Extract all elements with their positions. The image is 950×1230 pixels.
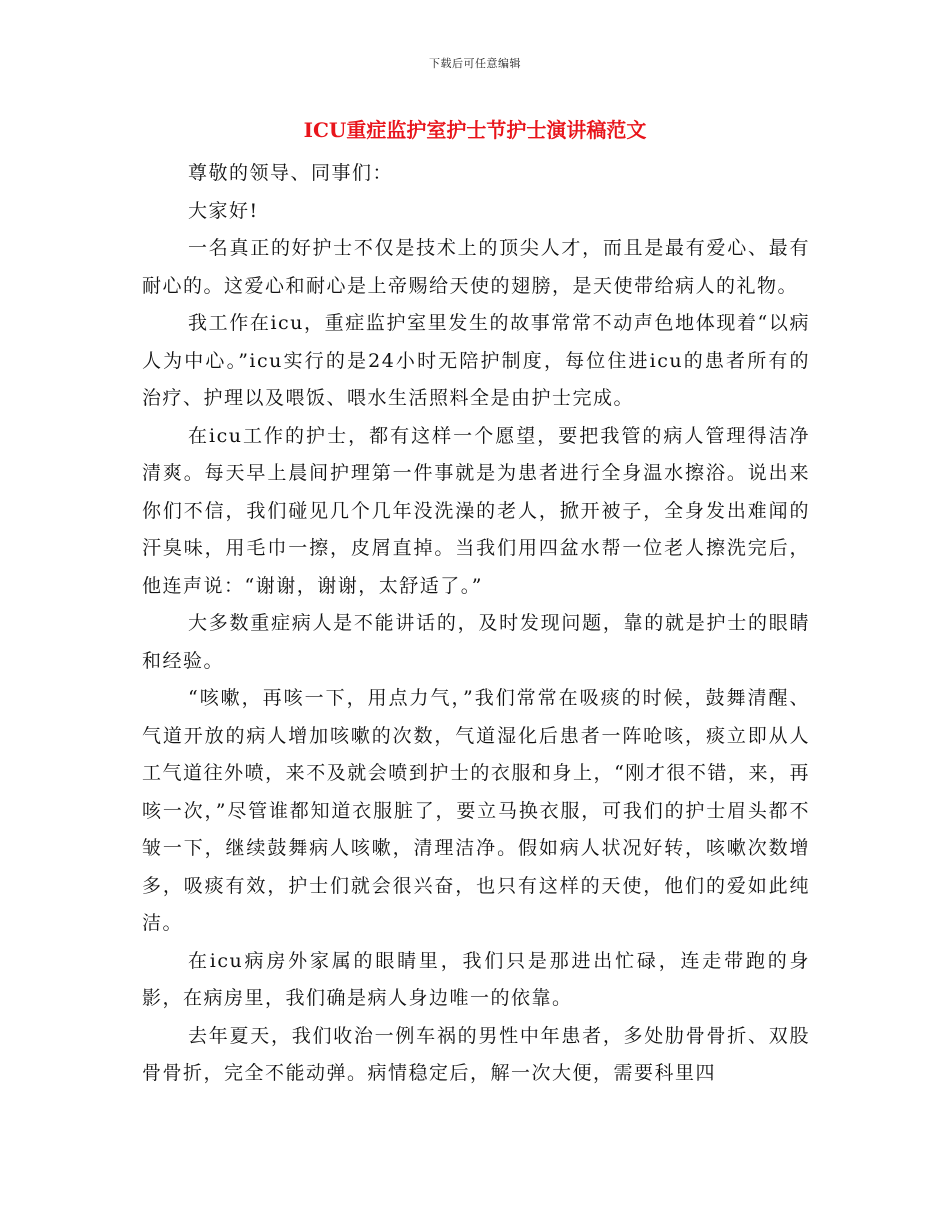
document-title: ICU重症监护室护士节护士演讲稿范文	[303, 118, 647, 142]
paragraph: 一名真正的好护士不仅是技术上的顶尖人才，而且是最有爱心、最有耐心的。这爱心和耐心是上帝赐给天使的翅膀，是天使带给病人的礼物。	[142, 237, 810, 297]
paragraph: 在icu工作的护士，都有这样一个愿望，要把我管的病人管理得洁净清爽。每天早上晨间护理第一件事就是为患者进行全身温水擦浴。说出来你们不信，我们碰见几个几年没洗澡的老人，掀开被子，全身发出难闻的汗臭味，用毛巾一擦，皮屑直掉。当我们用四盆水帮一位老人擦洗完后，他连声说：“谢谢，谢谢，太舒适了。”	[142, 424, 810, 597]
paragraph: 去年夏天，我们收治一例车祸的男性中年患者，多处肋骨骨折、双股骨骨折，完全不能动弹。病情稳定后，解一次大便，需要科里四	[142, 1024, 810, 1084]
paragraph: 我工作在icu，重症监护室里发生的故事常常不动声色地体现着“以病人为中心。”icu实行的是24小时无陪护制度，每位住进icu的患者所有的治疗、护理以及喂饭、喂水生活照料全是由护士完成。	[142, 312, 810, 409]
header-note: 下载后可任意编辑	[429, 57, 521, 70]
document-body	[142, 155, 810, 1093]
paragraph-salutation: 尊敬的领导、同事们：	[188, 162, 394, 184]
paragraph: “咳嗽，再咳一下，用点力气，”我们常常在吸痰的时候，鼓舞清醒、气道开放的病人增加咳嗽的次数，气道湿化后患者一阵呛咳，痰立即从人工气道往外喷，来不及就会喷到护士的衣服和身上，“刚才很不错，来，再咳一次，”尽管谁都知道衣服脏了，要立马换衣服，可我们的护士眉头都不皱一下，继续鼓舞病人咳嗽，清理洁净。假如病人状况好转，咳嗽次数增多，吸痰有效，护士们就会很兴奋，也只有这样的天使，他们的爱如此纯洁。	[142, 687, 810, 934]
paragraph-greeting: 大家好!	[188, 199, 259, 222]
paragraph: 在icu病房外家属的眼睛里，我们只是那进出忙碌，连走带跑的身影，在病房里，我们确是病人身边唯一的依靠。	[142, 949, 810, 1009]
paragraph: 大多数重症病人是不能讲话的，及时发现问题，靠的就是护士的眼睛和经验。	[142, 612, 810, 672]
